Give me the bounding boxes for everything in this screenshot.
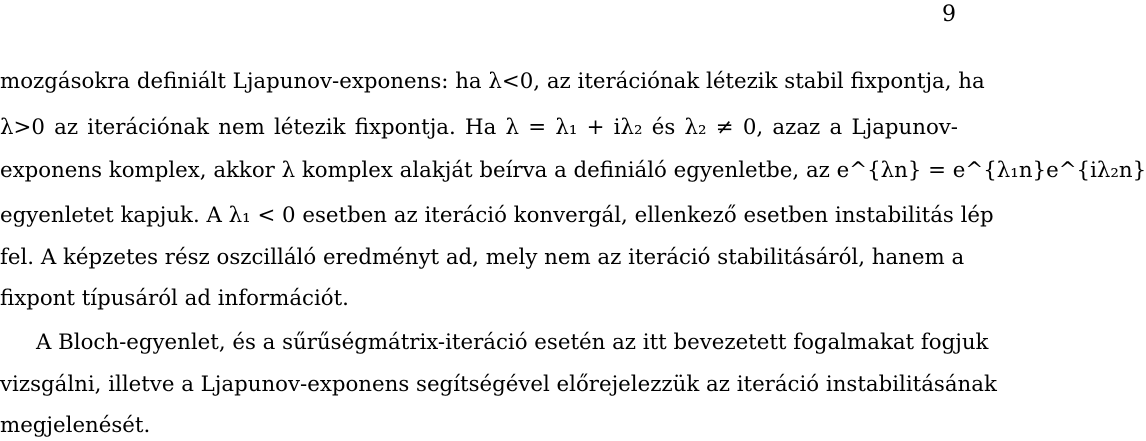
- text-line: λ>0 az iterációnak nem létezik fixpontja. Ha λ = λ₁ + iλ₂ és λ₂ ≠ 0, azaz a Ljapunov-: [0, 115, 958, 140]
- text-line: megjelenését.: [0, 413, 151, 438]
- text-line: mozgásokra definiált Ljapunov-exponens: ha λ<0, az iterációnak létezik stabil fixpontja, ha: [0, 69, 985, 94]
- text-line: exponens komplex, akkor λ komplex alakját beírva a definiáló egyenletbe, az e^{λn} = e^{λ₁n}e^{iλ₂n}: [0, 158, 1146, 183]
- text-line: vizsgálni, illetve a Ljapunov-exponens segítségével előrejelezzük az iteráció instabilitásának: [0, 372, 997, 397]
- page-number: 9: [942, 2, 956, 27]
- text-line: fel. A képzetes rész oszcilláló eredményt ad, mely nem az iteráció stabilitásáról, hanem a: [0, 245, 965, 270]
- text-line: A Bloch-egyenlet, és a sűrűségmátrix-iteráció esetén az itt bevezetett fogalmakat fogjuk: [36, 330, 989, 355]
- text-line: egyenletet kapjuk. A λ₁ < 0 esetben az iteráció konvergál, ellenkező esetben instabilitás lép: [0, 203, 994, 228]
- text-line: fixpont típusáról ad információt.: [0, 286, 349, 311]
